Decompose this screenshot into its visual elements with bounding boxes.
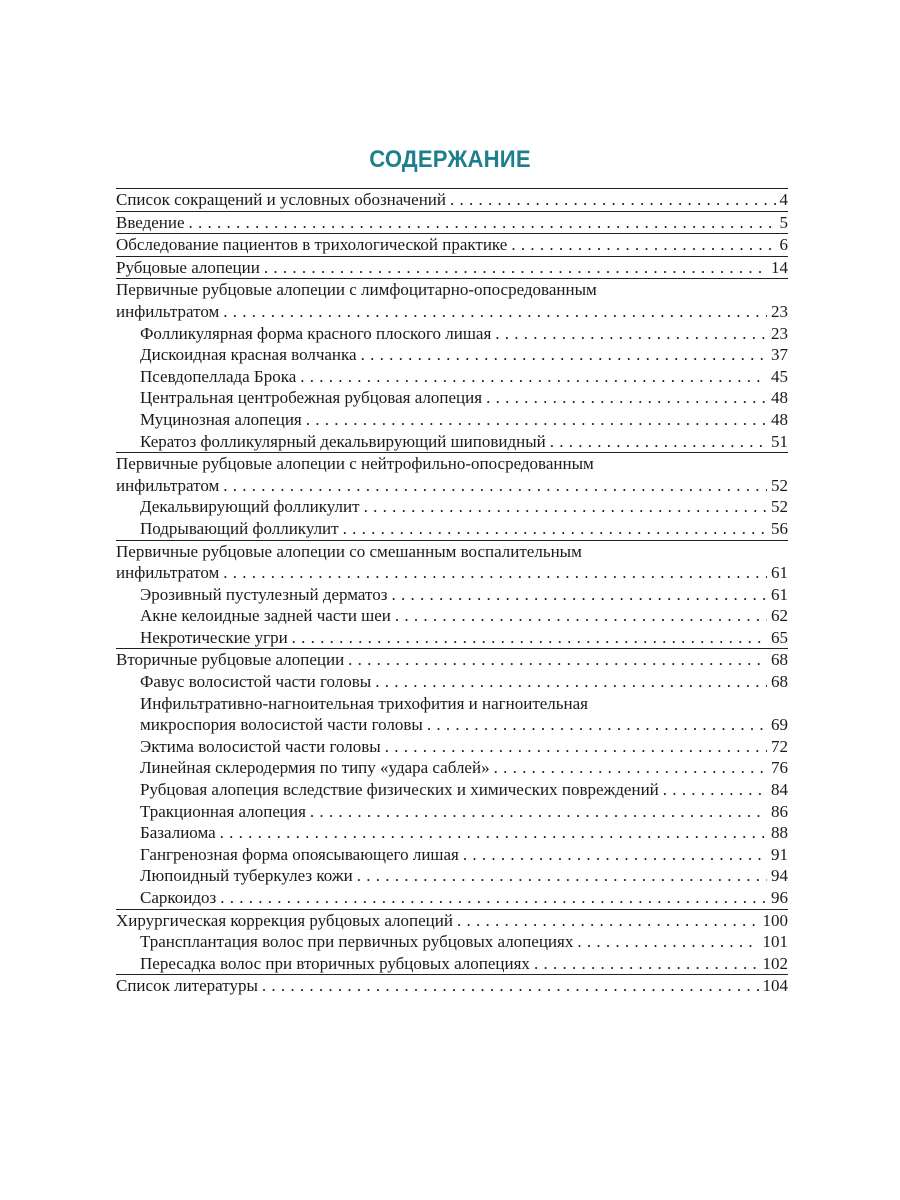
dot-leader [463, 844, 767, 866]
dot-leader [391, 584, 767, 606]
dot-leader [450, 189, 775, 211]
dot-leader [292, 627, 767, 649]
toc-entry-title: Список литературы [116, 976, 258, 996]
toc-entry[interactable] [116, 931, 788, 953]
toc-entry-page: 61 [771, 584, 788, 604]
toc-entry-page: 72 [771, 736, 788, 756]
toc-entry[interactable] [116, 233, 788, 256]
toc-entry-title: Рубцовая алопеция вследствие физических и химических повреждений [140, 780, 659, 800]
toc-entry-title: Акне келоидные задней части шеи [140, 606, 391, 626]
toc-entry-title: Декальвирующий фолликулит [140, 497, 360, 517]
toc-entry-title: микроспория волосистой части головы [140, 715, 423, 735]
dot-leader [385, 736, 767, 758]
toc-entry-title: Список сокращений и условных обозначений [116, 190, 447, 209]
dot-leader [300, 366, 767, 388]
toc-entry[interactable] [116, 887, 788, 909]
toc-entry[interactable] [116, 211, 788, 234]
toc-entry-title: Фолликулярная форма красного плоского лишая [140, 323, 492, 343]
dot-leader [310, 801, 767, 823]
toc-entry-page: 86 [771, 801, 788, 821]
toc-entry-title: Вторичные рубцовые алопеции [116, 650, 345, 670]
toc-entry[interactable] [116, 671, 788, 693]
toc-entry[interactable] [116, 256, 788, 279]
toc-entry-page: 101 [762, 932, 788, 952]
toc-entry-title: Муцинозная алопеция [140, 409, 302, 429]
toc-entry[interactable] [116, 844, 788, 866]
toc-entry-title: инфильтратом [116, 301, 220, 321]
toc-entry[interactable] [116, 714, 788, 736]
dot-leader [343, 518, 767, 540]
toc-entry-title: Гангренозная форма опоясывающего лишая [140, 844, 459, 864]
toc-entry-title: Эрозивный пустулезный дерматоз [140, 584, 388, 604]
toc-entry-page: 100 [762, 910, 788, 930]
dot-leader [534, 953, 759, 975]
toc-entry-page: 14 [771, 257, 788, 277]
toc-entry-title: Псевдопеллада Брока [140, 366, 297, 386]
toc-entry[interactable] [116, 584, 788, 606]
toc-entry-page: 84 [771, 780, 788, 800]
toc-entry-page: 68 [771, 672, 788, 692]
toc-entry[interactable] [116, 605, 788, 627]
toc-entry[interactable] [116, 865, 788, 887]
dot-leader [663, 779, 767, 801]
toc-entry-page: 62 [771, 606, 788, 626]
toc-entry-page: 52 [771, 497, 788, 517]
toc-entry-title: Центральная центробежная рубцовая алопеция [140, 388, 483, 408]
toc-entry-page: 69 [771, 715, 788, 735]
toc-entry-page: 104 [762, 976, 788, 996]
toc-entry[interactable] [116, 822, 788, 844]
toc-entry-page: 51 [771, 431, 788, 451]
toc-entry[interactable] [116, 475, 788, 497]
dot-leader [264, 257, 767, 279]
toc-entry-title: Люпоидный туберкулез кожи [140, 866, 353, 886]
toc-entry-title: Введение [116, 212, 185, 232]
toc-entry-page: 48 [771, 409, 788, 429]
toc-entry-title: Фавус волосистой части головы [140, 672, 372, 692]
toc-entry-page: 61 [771, 563, 788, 583]
toc-entry-title: Трансплантация волос при первичных рубцовых алопециях [140, 932, 574, 952]
dot-leader [395, 605, 767, 627]
toc-entry[interactable] [116, 366, 788, 388]
toc-entry[interactable] [116, 409, 788, 431]
toc-entry[interactable] [116, 323, 788, 345]
toc-entry-title: Линейная склеродермия по типу «удара саблей» [140, 758, 490, 778]
toc-entry-title-line1: Инфильтративно-нагноительная трихофития и нагноительная [140, 693, 588, 713]
toc-entry[interactable] [116, 188, 788, 211]
toc-entry-title: Базалиома [140, 823, 216, 843]
dot-leader [189, 212, 776, 234]
toc-entry-line1[interactable] [116, 278, 788, 301]
toc-entry[interactable] [116, 301, 788, 323]
toc-entry-page: 65 [771, 627, 788, 647]
dot-leader [262, 975, 759, 997]
page-title: СОДЕРЖАНИЕ [369, 146, 531, 173]
toc-entry-page: 88 [771, 823, 788, 843]
dot-leader [361, 344, 767, 366]
toc-entry[interactable] [116, 736, 788, 758]
toc-entry[interactable] [116, 648, 788, 671]
dot-leader [223, 562, 767, 584]
toc-entry[interactable] [116, 496, 788, 518]
dot-leader [306, 409, 767, 431]
toc-entry-page: 23 [771, 323, 788, 343]
toc-entry-title: Пересадка волос при вторичных рубцовых алопециях [140, 953, 530, 973]
toc-entry-title-line1: Первичные рубцовые алопеции со смешанным воспалительным [116, 541, 582, 561]
toc-entry[interactable] [116, 953, 788, 975]
toc-entry-page: 102 [762, 953, 788, 973]
dot-leader [223, 301, 767, 323]
toc-entry-page: 56 [771, 518, 788, 538]
toc-entry[interactable] [116, 518, 788, 540]
dot-leader [427, 714, 767, 736]
toc-entry[interactable] [116, 627, 788, 649]
toc-entry[interactable] [116, 757, 788, 779]
toc-entry[interactable] [116, 387, 788, 409]
dot-leader [348, 649, 767, 671]
toc-entry[interactable] [116, 974, 788, 997]
toc-entry-page: 5 [779, 212, 788, 232]
toc-entry-page: 4 [779, 190, 788, 209]
toc-entry[interactable] [116, 909, 788, 932]
table-of-contents [116, 188, 788, 997]
toc-entry-title: Рубцовые алопеции [116, 257, 260, 277]
toc-entry-page: 48 [771, 388, 788, 408]
dot-leader [220, 887, 767, 909]
toc-entry-title: Некротические угри [140, 627, 288, 647]
toc-entry-title: Кератоз фолликулярный декальвирующий шиповидный [140, 431, 546, 451]
toc-entry[interactable] [116, 562, 788, 584]
dot-leader [375, 671, 767, 693]
dot-leader [577, 931, 758, 953]
toc-entry-title: Эктима волосистой части головы [140, 736, 381, 756]
toc-entry[interactable] [116, 779, 788, 801]
toc-entry-title-line1: Первичные рубцовые алопеции с лимфоцитарно-опосредованным [116, 280, 597, 300]
toc-entry-line1[interactable] [116, 540, 788, 563]
toc-entry-page: 96 [771, 888, 788, 907]
toc-entry-line1[interactable] [116, 452, 788, 475]
toc-entry-page: 91 [771, 844, 788, 864]
toc-entry-page: 6 [779, 235, 788, 255]
toc-entry-title: инфильтратом [116, 475, 220, 495]
toc-entry-title: инфильтратом [116, 563, 220, 583]
toc-entry-page: 52 [771, 475, 788, 495]
dot-leader [223, 475, 767, 497]
toc-entry-title: Тракционная алопеция [140, 801, 306, 821]
dot-leader [495, 323, 767, 345]
toc-entry-page: 94 [771, 866, 788, 886]
toc-entry-title: Саркоидоз [140, 888, 217, 907]
toc-entry-title: Обследование пациентов в трихологической практике [116, 235, 508, 255]
dot-leader [357, 865, 767, 887]
toc-entry[interactable] [116, 344, 788, 366]
toc-entry-line1[interactable] [116, 693, 788, 715]
dot-leader [457, 910, 759, 932]
toc-entry-page: 45 [771, 366, 788, 386]
toc-entry-page: 23 [771, 301, 788, 321]
dot-leader [364, 496, 767, 518]
toc-entry[interactable] [116, 431, 788, 453]
toc-entry-title-line1: Первичные рубцовые алопеции с нейтрофильно-опосредованным [116, 454, 594, 474]
toc-entry-title: Хирургическая коррекция рубцовых алопеций [116, 910, 453, 930]
toc-entry-page: 76 [771, 758, 788, 778]
toc-entry-page: 68 [771, 650, 788, 670]
toc-entry-page: 37 [771, 345, 788, 365]
toc-entry-title: Подрывающий фолликулит [140, 518, 339, 538]
toc-entry[interactable] [116, 801, 788, 823]
dot-leader [220, 822, 767, 844]
dot-leader [511, 234, 775, 256]
dot-leader [550, 431, 767, 453]
dot-leader [494, 757, 767, 779]
toc-entry-title: Дискоидная красная волчанка [140, 345, 357, 365]
dot-leader [486, 387, 767, 409]
